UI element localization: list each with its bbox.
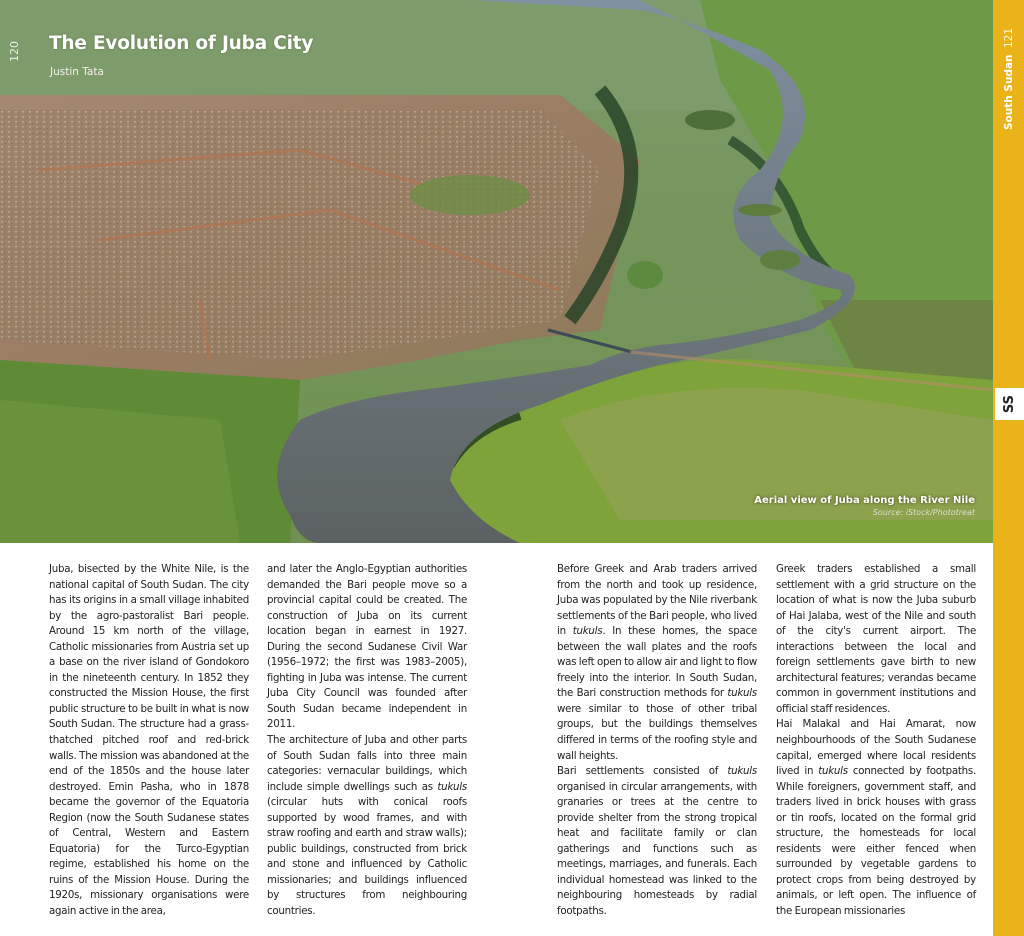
article-title: The Evolution of Juba City	[49, 33, 314, 54]
section-side-bar	[993, 0, 1024, 936]
italic-term: tukuls	[727, 687, 757, 700]
paragraph: Hai Malakal and Hai Amarat, now neighbourhoods of the South Sudanese capital, emerged where local residents lived in tukuls connected by footpaths. While foreigners, government staff, and traders lived in brick houses with grass or tin roofs, located on the formal grid structure, the homesteads for local residents were either fenced when surrounded by vegetable gardens to protect crops from being destroyed by animals, or left open. The influence of the European missionaries	[776, 718, 976, 918]
paragraph: The architecture of Juba and other parts of South Sudan falls into three main categories: vernacular buildings, which include simple dwellings such as tukuls (circular huts with conical roofs supported by wood frames, and with straw roofing and earth and straw walls); public buildings, constructed from brick and stone and influenced by Catholic missionaries; and buildings influenced by structures from neighbouring countries.	[267, 734, 467, 918]
photo-caption	[754, 495, 975, 517]
italic-term: tukuls	[437, 780, 467, 793]
text-column-2	[267, 562, 467, 920]
right-page-number: 121	[1003, 28, 1015, 49]
text-column-3	[557, 562, 757, 920]
paragraph: and later the Anglo-Egyptian authorities demanded the Bari people move so a provincial capital could be created. The construction of Juba on its current location began in earnest in 1927. During the second Sudanese Civil War (1956–1972; the first was 1983–2005), fighting in Juba was intense. The current Juba City Council was founded after South Sudan became independent in 2011.	[267, 563, 467, 731]
italic-term: tukuls	[818, 765, 848, 778]
paragraph: Bari settlements consisted of tukuls organised in circular arrangements, with granaries or trees at the centre to provide shelter from the strong tropical heat and facilitate family or clan gatherings and functions such as meetings, marriages, and funerals. Each individual homestead was linked to the neighbouring homesteads by radial footpaths.	[557, 765, 757, 918]
caption-text: Aerial view of Juba along the River Nile	[754, 495, 975, 506]
italic-term: tukuls	[572, 625, 603, 638]
caption-source: Source: iStock/Phototreat	[872, 508, 975, 517]
text-column-4	[776, 562, 976, 920]
left-page-number: 120	[8, 41, 21, 62]
section-label: South Sudan	[1003, 54, 1015, 130]
paragraph: Juba, bisected by the White Nile, is the national capital of South Sudan. The city has its origins in a small village inhabited by the agro-pastoralist Bari people. Around 15 km north of the village, Catholic missionaries from Austria set up a base on the river island of Gondokoro in the nineteenth century. In 1852 they constructed the Mission House, the first public structure to be built in what is now South Sudan. The structure had a grass-thatched pitched roof and red-brick walls. The mission was abandoned at the end of the 1850s and the house later destroyed. Emin Pasha, who in 1878 became the governor of the Equatoria Region (now the South Sudanese states of Central, Western and Eastern Equatoria) for the Turco-Egyptian regime, established his home on the ruins of the Mission House. During the 1920s, missionary organisations were again active in the area,	[49, 563, 249, 918]
running-header-right	[1001, 30, 1017, 130]
paragraph: Before Greek and Arab traders arrived from the north and took up residence, Juba was populated by the Nile riverbank settlements of the Bari people, who lived in tukuls. In these homes, the space between the wall plates and the roofs was left open to allow air and light to flow freely into the interior. In South Sudan, the Bari construction methods for tukuls were similar to those of other tribal groups, but the buildings themselves differed in terms of the roofing style and wall heights.	[557, 563, 757, 762]
section-thumb-tab[interactable]	[995, 388, 1024, 420]
article-author: Justin Tata	[50, 66, 104, 78]
section-tab-label: SS	[1002, 394, 1017, 414]
italic-term: tukuls	[727, 765, 757, 778]
paragraph: Greek traders established a small settlement with a grid structure on the location of what is now the Juba suburb of Hai Jalaba, west of the Nile and south of the city's current airport. The interactions between the local and foreign settlements gave birth to new architectural features; verandas became common in government institutions and official staff residences.	[776, 563, 976, 715]
text-column-1	[49, 562, 249, 920]
